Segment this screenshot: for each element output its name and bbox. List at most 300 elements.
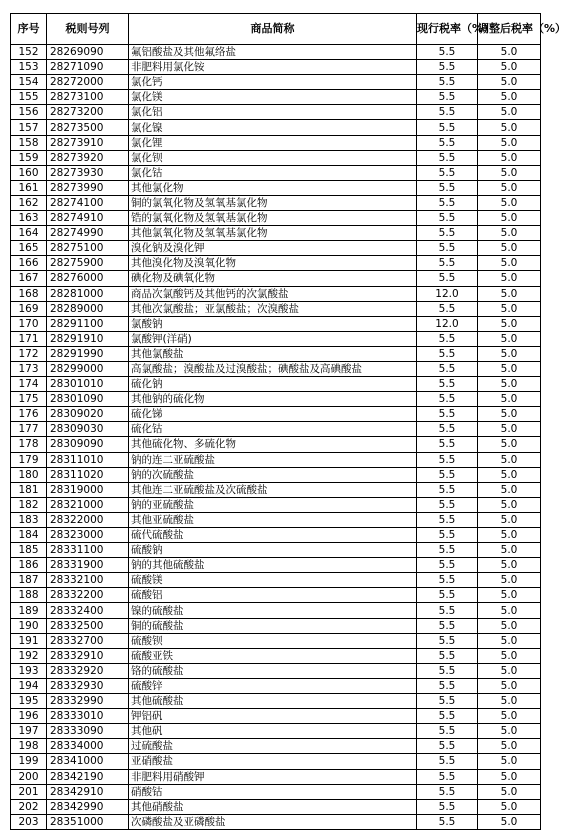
adjusted-rate-cell: 5.0: [478, 754, 541, 769]
tariff-code-cell: 28275100: [47, 241, 129, 256]
product-name-cell: 钾铝矾: [129, 709, 417, 724]
row-index-cell: 173: [11, 361, 47, 376]
product-name-cell: 氯化钙: [129, 75, 417, 90]
row-index-cell: 197: [11, 724, 47, 739]
product-name-cell: 钠的其他硫酸盐: [129, 558, 417, 573]
product-name-cell: 其他亚硫酸盐: [129, 512, 417, 527]
adjusted-rate-cell: 5.0: [478, 663, 541, 678]
row-index-cell: 175: [11, 392, 47, 407]
tariff-code-cell: 28311020: [47, 467, 129, 482]
table-row: [11, 709, 541, 724]
table-row: [11, 90, 541, 105]
table-row: [11, 648, 541, 663]
table-row: [11, 769, 541, 784]
adjusted-rate-cell: 5.0: [478, 286, 541, 301]
table-row: [11, 165, 541, 180]
product-name-cell: 过硫酸盐: [129, 739, 417, 754]
product-name-cell: 硫化钴: [129, 422, 417, 437]
current-rate-cell: 5.5: [417, 135, 478, 150]
product-name-cell: 其他矾: [129, 724, 417, 739]
current-rate-cell: 5.5: [417, 60, 478, 75]
tariff-code-cell: 28332100: [47, 573, 129, 588]
product-name-cell: 氯化钴: [129, 165, 417, 180]
table-row: [11, 528, 541, 543]
adjusted-rate-cell: 5.0: [478, 482, 541, 497]
adjusted-rate-cell: 5.0: [478, 467, 541, 482]
product-name-cell: 锆的氯氧化物及氢氧基氯化物: [129, 211, 417, 226]
adjusted-rate-cell: 5.0: [478, 331, 541, 346]
tariff-code-cell: 28321000: [47, 497, 129, 512]
row-index-cell: 160: [11, 165, 47, 180]
row-index-cell: 186: [11, 558, 47, 573]
table-row: [11, 45, 541, 60]
tariff-code-cell: 28333010: [47, 709, 129, 724]
product-name-cell: 氟铝酸盐及其他氟络盐: [129, 45, 417, 60]
table-row: [11, 211, 541, 226]
table-row: [11, 316, 541, 331]
adjusted-rate-cell: 5.0: [478, 769, 541, 784]
adjusted-rate-cell: 5.0: [478, 135, 541, 150]
table-row: [11, 573, 541, 588]
adjusted-rate-cell: 5.0: [478, 618, 541, 633]
tariff-code-cell: 28341000: [47, 754, 129, 769]
current-rate-cell: 5.5: [417, 588, 478, 603]
adjusted-rate-cell: 5.0: [478, 180, 541, 195]
current-rate-cell: 5.5: [417, 105, 478, 120]
row-index-cell: 153: [11, 60, 47, 75]
product-name-cell: 非肥料用硝酸钾: [129, 769, 417, 784]
table-row: [11, 195, 541, 210]
product-name-cell: 硝酸钴: [129, 784, 417, 799]
adjusted-rate-cell: 5.0: [478, 226, 541, 241]
row-index-cell: 156: [11, 105, 47, 120]
tariff-code-cell: 28342190: [47, 769, 129, 784]
adjusted-rate-cell: 5.0: [478, 165, 541, 180]
tariff-code-cell: 28289000: [47, 301, 129, 316]
row-index-cell: 196: [11, 709, 47, 724]
current-rate-cell: 5.5: [417, 724, 478, 739]
row-index-cell: 155: [11, 90, 47, 105]
product-name-cell: 溴化钠及溴化钾: [129, 241, 417, 256]
row-index-cell: 167: [11, 271, 47, 286]
row-index-cell: 195: [11, 694, 47, 709]
current-rate-cell: 5.5: [417, 407, 478, 422]
table-row: [11, 286, 541, 301]
current-rate-cell: 5.5: [417, 392, 478, 407]
product-name-cell: 镍的硫酸盐: [129, 603, 417, 618]
table-body: [11, 45, 541, 830]
table-row: [11, 241, 541, 256]
table-row: [11, 301, 541, 316]
table-row: [11, 271, 541, 286]
row-index-cell: 179: [11, 452, 47, 467]
row-index-cell: 154: [11, 75, 47, 90]
row-index-cell: 168: [11, 286, 47, 301]
product-name-cell: 硫酸锌: [129, 678, 417, 693]
row-index-cell: 180: [11, 467, 47, 482]
current-rate-cell: 5.5: [417, 814, 478, 829]
row-index-cell: 200: [11, 769, 47, 784]
table-header-row: [11, 14, 541, 45]
adjusted-rate-cell: 5.0: [478, 195, 541, 210]
row-index-cell: 170: [11, 316, 47, 331]
row-index-cell: 159: [11, 150, 47, 165]
tariff-code-cell: 28323000: [47, 528, 129, 543]
table-row: [11, 754, 541, 769]
adjusted-rate-cell: 5.0: [478, 271, 541, 286]
current-rate-cell: 5.5: [417, 784, 478, 799]
product-name-cell: 其他次氯酸盐；亚氯酸盐；次溴酸盐: [129, 301, 417, 316]
adjusted-rate-cell: 5.0: [478, 60, 541, 75]
table-row: [11, 180, 541, 195]
current-rate-cell: 5.5: [417, 377, 478, 392]
row-index-cell: 174: [11, 377, 47, 392]
current-rate-cell: 5.5: [417, 165, 478, 180]
product-name-cell: 氯化铝: [129, 105, 417, 120]
header-tariff-code: 税则号列: [47, 14, 129, 45]
table-row: [11, 377, 541, 392]
row-index-cell: 163: [11, 211, 47, 226]
row-index-cell: 178: [11, 437, 47, 452]
table-row: [11, 150, 541, 165]
tariff-code-cell: 28332990: [47, 694, 129, 709]
table-row: [11, 739, 541, 754]
table-row: [11, 512, 541, 527]
current-rate-cell: 5.5: [417, 241, 478, 256]
product-name-cell: 铜的硫酸盐: [129, 618, 417, 633]
tariff-code-cell: 28334000: [47, 739, 129, 754]
product-name-cell: 其他氯氧化物及氢氧基氯化物: [129, 226, 417, 241]
tariff-code-cell: 28269090: [47, 45, 129, 60]
adjusted-rate-cell: 5.0: [478, 497, 541, 512]
row-index-cell: 165: [11, 241, 47, 256]
adjusted-rate-cell: 5.0: [478, 739, 541, 754]
adjusted-rate-cell: 5.0: [478, 301, 541, 316]
current-rate-cell: 5.5: [417, 648, 478, 663]
header-index: 序号: [11, 14, 47, 45]
row-index-cell: 191: [11, 633, 47, 648]
product-name-cell: 非肥料用氯化铵: [129, 60, 417, 75]
current-rate-cell: 5.5: [417, 618, 478, 633]
product-name-cell: 氯化钡: [129, 150, 417, 165]
table-row: [11, 256, 541, 271]
table-row: [11, 482, 541, 497]
adjusted-rate-cell: 5.0: [478, 678, 541, 693]
adjusted-rate-cell: 5.0: [478, 814, 541, 829]
table-row: [11, 105, 541, 120]
product-name-cell: 氯化镁: [129, 90, 417, 105]
product-name-cell: 硫酸铝: [129, 588, 417, 603]
current-rate-cell: 5.5: [417, 437, 478, 452]
tariff-code-cell: 28291990: [47, 346, 129, 361]
tariff-code-cell: 28272000: [47, 75, 129, 90]
tariff-code-cell: 28332930: [47, 678, 129, 693]
table-row: [11, 120, 541, 135]
product-name-cell: 其他钠的硫化物: [129, 392, 417, 407]
tariff-code-cell: 28332920: [47, 663, 129, 678]
row-index-cell: 158: [11, 135, 47, 150]
tariff-code-cell: 28332200: [47, 588, 129, 603]
row-index-cell: 176: [11, 407, 47, 422]
current-rate-cell: 5.5: [417, 482, 478, 497]
table-row: [11, 60, 541, 75]
adjusted-rate-cell: 5.0: [478, 392, 541, 407]
product-name-cell: 铜的氯氧化物及氢氧基氯化物: [129, 195, 417, 210]
table-row: [11, 452, 541, 467]
product-name-cell: 硫代硫酸盐: [129, 528, 417, 543]
tariff-code-cell: 28342910: [47, 784, 129, 799]
tariff-code-cell: 28331900: [47, 558, 129, 573]
adjusted-rate-cell: 5.0: [478, 211, 541, 226]
tariff-code-cell: 28332400: [47, 603, 129, 618]
tariff-code-cell: 28332700: [47, 633, 129, 648]
table-row: [11, 497, 541, 512]
table-row: [11, 543, 541, 558]
tariff-table-container: [10, 13, 566, 830]
current-rate-cell: 5.5: [417, 256, 478, 271]
adjusted-rate-cell: 5.0: [478, 543, 541, 558]
product-name-cell: 铬的硫酸盐: [129, 663, 417, 678]
adjusted-rate-cell: 5.0: [478, 528, 541, 543]
tariff-code-cell: 28276000: [47, 271, 129, 286]
tariff-code-cell: 28273100: [47, 90, 129, 105]
product-name-cell: 商品次氯酸钙及其他钙的次氯酸盐: [129, 286, 417, 301]
product-name-cell: 氯化锂: [129, 135, 417, 150]
adjusted-rate-cell: 5.0: [478, 346, 541, 361]
table-row: [11, 467, 541, 482]
table-row: [11, 603, 541, 618]
adjusted-rate-cell: 5.0: [478, 603, 541, 618]
adjusted-rate-cell: 5.0: [478, 75, 541, 90]
tariff-code-cell: 28301010: [47, 377, 129, 392]
table-row: [11, 135, 541, 150]
adjusted-rate-cell: 5.0: [478, 120, 541, 135]
current-rate-cell: 5.5: [417, 558, 478, 573]
row-index-cell: 166: [11, 256, 47, 271]
table-row: [11, 784, 541, 799]
row-index-cell: 184: [11, 528, 47, 543]
adjusted-rate-cell: 5.0: [478, 452, 541, 467]
row-index-cell: 171: [11, 331, 47, 346]
current-rate-cell: 5.5: [417, 663, 478, 678]
current-rate-cell: 5.5: [417, 120, 478, 135]
row-index-cell: 152: [11, 45, 47, 60]
tariff-code-cell: 28291910: [47, 331, 129, 346]
current-rate-cell: 5.5: [417, 694, 478, 709]
table-row: [11, 422, 541, 437]
table-row: [11, 75, 541, 90]
header-product-name: 商品简称: [129, 14, 417, 45]
row-index-cell: 164: [11, 226, 47, 241]
table-row: [11, 588, 541, 603]
table-row: [11, 558, 541, 573]
current-rate-cell: 5.5: [417, 754, 478, 769]
current-rate-cell: 5.5: [417, 301, 478, 316]
tariff-code-cell: 28281000: [47, 286, 129, 301]
adjusted-rate-cell: 5.0: [478, 241, 541, 256]
current-rate-cell: 12.0: [417, 316, 478, 331]
row-index-cell: 161: [11, 180, 47, 195]
table-row: [11, 799, 541, 814]
table-row: [11, 392, 541, 407]
adjusted-rate-cell: 5.0: [478, 633, 541, 648]
adjusted-rate-cell: 5.0: [478, 558, 541, 573]
adjusted-rate-cell: 5.0: [478, 694, 541, 709]
row-index-cell: 202: [11, 799, 47, 814]
product-name-cell: 其他硫化物、多硫化物: [129, 437, 417, 452]
current-rate-cell: 5.5: [417, 271, 478, 286]
product-name-cell: 碘化物及碘氧化物: [129, 271, 417, 286]
adjusted-rate-cell: 5.0: [478, 45, 541, 60]
current-rate-cell: 12.0: [417, 286, 478, 301]
row-index-cell: 177: [11, 422, 47, 437]
row-index-cell: 203: [11, 814, 47, 829]
adjusted-rate-cell: 5.0: [478, 422, 541, 437]
current-rate-cell: 5.5: [417, 497, 478, 512]
tariff-code-cell: 28309020: [47, 407, 129, 422]
row-index-cell: 162: [11, 195, 47, 210]
tariff-code-cell: 28274910: [47, 211, 129, 226]
adjusted-rate-cell: 5.0: [478, 316, 541, 331]
tariff-code-cell: 28309090: [47, 437, 129, 452]
table-row: [11, 618, 541, 633]
row-index-cell: 172: [11, 346, 47, 361]
product-name-cell: 其他氯化物: [129, 180, 417, 195]
current-rate-cell: 5.5: [417, 90, 478, 105]
row-index-cell: 188: [11, 588, 47, 603]
current-rate-cell: 5.5: [417, 543, 478, 558]
tariff-code-cell: 28275900: [47, 256, 129, 271]
adjusted-rate-cell: 5.0: [478, 256, 541, 271]
product-name-cell: 氯化镍: [129, 120, 417, 135]
current-rate-cell: 5.5: [417, 709, 478, 724]
current-rate-cell: 5.5: [417, 346, 478, 361]
current-rate-cell: 5.5: [417, 331, 478, 346]
tariff-code-cell: 28311010: [47, 452, 129, 467]
product-name-cell: 硫酸镁: [129, 573, 417, 588]
row-index-cell: 181: [11, 482, 47, 497]
product-name-cell: 高氯酸盐；溴酸盐及过溴酸盐；碘酸盐及高碘酸盐: [129, 361, 417, 376]
table-row: [11, 226, 541, 241]
row-index-cell: 190: [11, 618, 47, 633]
adjusted-rate-cell: 5.0: [478, 437, 541, 452]
product-name-cell: 氯酸钠: [129, 316, 417, 331]
product-name-cell: 亚硝酸盐: [129, 754, 417, 769]
product-name-cell: 氯酸钾(洋硝): [129, 331, 417, 346]
tariff-code-cell: 28351000: [47, 814, 129, 829]
tariff-code-cell: 28322000: [47, 512, 129, 527]
adjusted-rate-cell: 5.0: [478, 377, 541, 392]
adjusted-rate-cell: 5.0: [478, 724, 541, 739]
product-name-cell: 钠的亚硫酸盐: [129, 497, 417, 512]
adjusted-rate-cell: 5.0: [478, 709, 541, 724]
table-row: [11, 694, 541, 709]
tariff-code-cell: 28331100: [47, 543, 129, 558]
adjusted-rate-cell: 5.0: [478, 784, 541, 799]
tariff-code-cell: 28299000: [47, 361, 129, 376]
table-row: [11, 724, 541, 739]
current-rate-cell: 5.5: [417, 799, 478, 814]
row-index-cell: 192: [11, 648, 47, 663]
current-rate-cell: 5.5: [417, 45, 478, 60]
row-index-cell: 185: [11, 543, 47, 558]
table-row: [11, 663, 541, 678]
product-name-cell: 硫酸亚铁: [129, 648, 417, 663]
current-rate-cell: 5.5: [417, 361, 478, 376]
adjusted-rate-cell: 5.0: [478, 512, 541, 527]
current-rate-cell: 5.5: [417, 452, 478, 467]
product-name-cell: 其他硫酸盐: [129, 694, 417, 709]
tariff-code-cell: 28273200: [47, 105, 129, 120]
table-row: [11, 814, 541, 829]
row-index-cell: 187: [11, 573, 47, 588]
tariff-code-cell: 28319000: [47, 482, 129, 497]
row-index-cell: 199: [11, 754, 47, 769]
product-name-cell: 硫酸钡: [129, 633, 417, 648]
tariff-code-cell: 28271090: [47, 60, 129, 75]
row-index-cell: 169: [11, 301, 47, 316]
tariff-code-cell: 28291100: [47, 316, 129, 331]
tariff-code-cell: 28273920: [47, 150, 129, 165]
tariff-code-cell: 28309030: [47, 422, 129, 437]
row-index-cell: 193: [11, 663, 47, 678]
current-rate-cell: 5.5: [417, 603, 478, 618]
current-rate-cell: 5.5: [417, 467, 478, 482]
tariff-code-cell: 28273910: [47, 135, 129, 150]
header-adjusted-rate: 调整后税率（%）: [478, 14, 541, 45]
current-rate-cell: 5.5: [417, 422, 478, 437]
adjusted-rate-cell: 5.0: [478, 573, 541, 588]
product-name-cell: 硫化钠: [129, 377, 417, 392]
adjusted-rate-cell: 5.0: [478, 588, 541, 603]
adjusted-rate-cell: 5.0: [478, 648, 541, 663]
product-name-cell: 钠的次硫酸盐: [129, 467, 417, 482]
row-index-cell: 194: [11, 678, 47, 693]
tariff-code-cell: 28273500: [47, 120, 129, 135]
product-name-cell: 其他氯酸盐: [129, 346, 417, 361]
current-rate-cell: 5.5: [417, 226, 478, 241]
product-name-cell: 其他溴化物及溴氧化物: [129, 256, 417, 271]
product-name-cell: 硫酸钠: [129, 543, 417, 558]
row-index-cell: 189: [11, 603, 47, 618]
row-index-cell: 183: [11, 512, 47, 527]
product-name-cell: 其他连二亚硫酸盐及次硫酸盐: [129, 482, 417, 497]
row-index-cell: 182: [11, 497, 47, 512]
current-rate-cell: 5.5: [417, 633, 478, 648]
tariff-table: [10, 13, 566, 830]
product-name-cell: 钠的连二亚硫酸盐: [129, 452, 417, 467]
row-index-cell: 198: [11, 739, 47, 754]
tariff-code-cell: 28301090: [47, 392, 129, 407]
current-rate-cell: 5.5: [417, 211, 478, 226]
tariff-code-cell: 28333090: [47, 724, 129, 739]
current-rate-cell: 5.5: [417, 150, 478, 165]
tariff-code-cell: 28274990: [47, 226, 129, 241]
product-name-cell: 硫化锑: [129, 407, 417, 422]
adjusted-rate-cell: 5.0: [478, 361, 541, 376]
product-name-cell: 次磷酸盐及亚磷酸盐: [129, 814, 417, 829]
table-row: [11, 678, 541, 693]
table-row: [11, 633, 541, 648]
adjusted-rate-cell: 5.0: [478, 407, 541, 422]
current-rate-cell: 5.5: [417, 528, 478, 543]
row-index-cell: 157: [11, 120, 47, 135]
tariff-code-cell: 28274100: [47, 195, 129, 210]
current-rate-cell: 5.5: [417, 75, 478, 90]
table-row: [11, 437, 541, 452]
tariff-code-cell: 28273990: [47, 180, 129, 195]
current-rate-cell: 5.5: [417, 180, 478, 195]
